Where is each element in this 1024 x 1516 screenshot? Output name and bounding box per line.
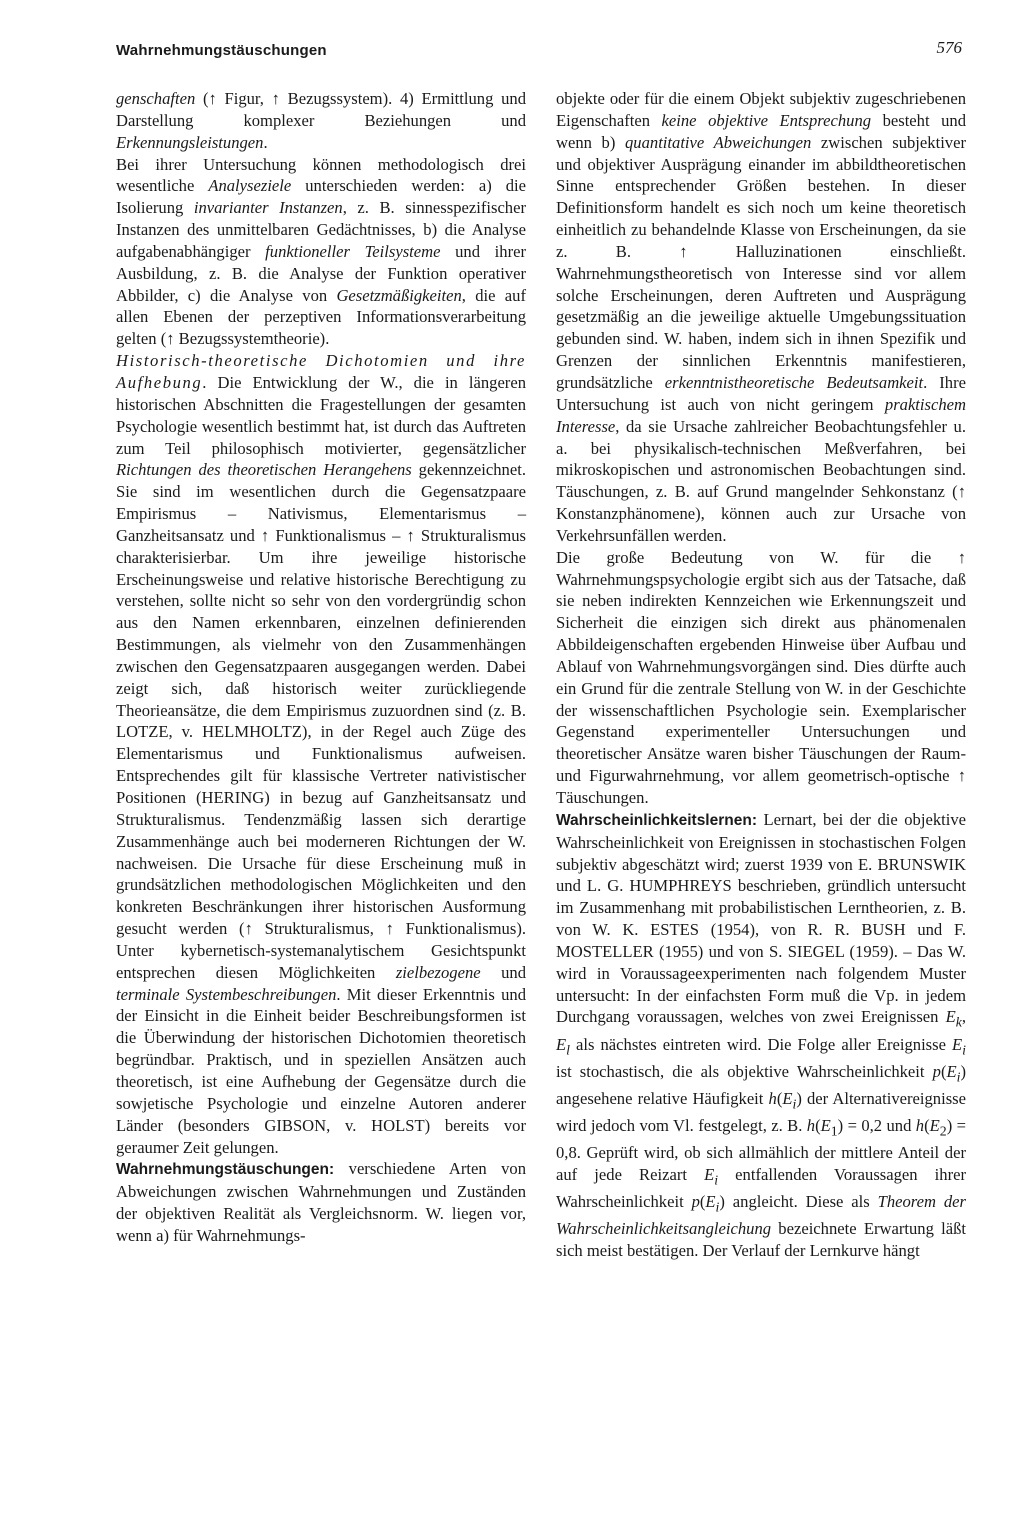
text-run: und [480,962,526,982]
text-run: bezeichnete Erwartung läßt sich meist bestätigen. Der Verlauf der Lernkurve hängt [556,1219,966,1261]
text-run: ist stochastisch, die als objektive Wahrscheinlichkeit [556,1061,933,1081]
italic-term: Analyseziele [208,176,292,196]
text-run: ( [699,1192,706,1212]
text-run: . Ihre Untersuchung ist auch von nicht geringem [556,372,966,414]
text-run: , [961,1007,966,1027]
text-run: gekennzeichnet. Sie sind im wesentlichen durch die Gegensatzpaare Empirismus – Nativismus, Elementarismus – Ganzheitsansatz und ↑ Funktionalismus – ↑ Strukturalismus charakterisierbar. Um ihre jeweilige historische Erscheinungsweise und relative historische Berechtigung zu verstehen, sollte nicht so sehr von den vordergründig schon aus den Namen erkennbaren, einzelnen definierenden Bestimmungen, als vielmehr von den Zusammenhängen zwischen den Gegensatzpaaren ausgegangen werden. Dabei zeigt sich, daß historisch weiter zurückliegende Theorieansätze, die dem Empirismus zuzuordnen sind (z. B. LOTZE, v. HELMHOLTZ), in der Regel auch Züge des Elementarismus und Funktionalismus aufweisen. Entsprechendes gilt für klassische Vertreter nativistischer Positionen (HERING) in bezug auf Ganzheitsansatz und Strukturalismus. Tendenzmäßig lassen sich derartige Zusammenhänge auch bei moderneren Richtungen der W. nachweisen. Die Ursache für diese Erscheinung muß in grundsätzlichen methodologischen Möglichkeiten und den konkreten Beschränkungen ihrer historischen Ausformung gesucht werden (↑ Strukturalismus, ↑ Funktionalismus). Unter kybernetisch-systemanalytischem Gesichtspunkt entsprechen diesen Möglichkeiten [116,460,526,982]
text-run: ( [815,1116,821,1136]
italic-term: E [929,1116,940,1136]
italic-term: E [945,1007,956,1027]
italic-term: E [946,1061,957,1081]
text-run: verschiedene Arten von Abweichungen zwischen Wahrnehmungen und Zuständen der objektiven Realität als Vergleichsnorm. W. liegen vor, wenn a) für Wahrnehmungs- [116,1159,526,1245]
text-run: ) [796,1088,802,1108]
paragraph-1 [116,88,526,154]
paragraph-6 [556,547,966,809]
text-run: objekte oder für die einem Objekt subjektiv zugeschriebenen Eigenschaften [556,89,966,130]
subscript: 1 [830,1123,838,1139]
text-run: entfallenden Voraussagen ihrer Wahrscheinlichkeit [556,1165,966,1212]
italic-term: terminale Systembeschreibungen [116,984,337,1004]
running-head: Wahrnehmungstäuschungen [116,42,327,59]
italic-term: h [806,1116,816,1136]
text-run: Bei ihrer Untersuchung können methodologisch drei wesentliche [116,154,526,196]
italic-term: E [556,1034,567,1054]
entry-headword: Wahrscheinlichkeitslernen: [556,811,757,829]
text-run: Die große Bedeutung von W. für die ↑ Wahrnehmungspsychologie ergibt sich aus der Tatsache, daß sie neben indirekten Kennzeichen wie Erkennungszeit und Sicherheit die einzigen sich direkt aus phänomenalen Abbildeigenschaften ergebenden Hinweise über Aufbau und Ablauf von Wahrnehmungsvorgängen sind. Dies dürfte auch ein Grund für die zentrale Stellung von W. in der Geschichte der wissenschaftlichen Psychologie sein. Exemplarischer Gegenstand experimenteller Untersuchungen und theoretischer Ansätze waren bisher Täuschungen der Raum- und Figurwahrnehmung, vor allem geometrisch-optische ↑ Täuschungen. [556,547,966,807]
subscript: i [714,1172,719,1188]
text-run: . [263,132,268,152]
text-run: angesehene relative Häufigkeit [556,1088,769,1108]
text-run: und ihrer Ausbildung, z. B. die Analyse der Funktion operativer Abbilder, c) die Analyse von [116,241,526,305]
text-run: . Mit dieser Erkenntnis und der Einsicht in die Einheit beider Beschreibungsformen ist die Überwindung der historischen Dichotomien theoretisch begründbar. Praktisch, und in speziellen Ansätzen auch theoretisch, ist eine Aufhebung der Gegensätze durch die sowjetische Psychologie und einzelne Autoren anderer Länder (besonders GIBSON, v. HOLST) bereits vor geraumer Zeit gelungen. [116,984,526,1157]
subscript: l [566,1041,570,1057]
text-run: ( [924,1116,930,1136]
text-run: ) [719,1192,725,1212]
paragraph-5 [556,88,966,547]
italic-term: funktioneller Teilsysteme [265,241,441,261]
italic-term: Richtungen des theoretischen Herangehens [116,460,412,480]
text-run: ( [776,1088,783,1108]
subscript: k [955,1014,962,1030]
page-number: 576 [936,38,962,57]
italic-term: E [952,1034,963,1054]
italic-term: erkenntnistheoretische Bedeutsamkeit [664,372,924,392]
paragraph-2 [116,154,526,351]
paragraph-3 [116,350,526,1158]
subscript: 2 [939,1123,947,1139]
italic-term: p [691,1192,700,1212]
text-run: unterschieden werden: a) die Isolierung [116,176,526,218]
text-run: als nächstes eintreten wird. Die Folge aller Ereignisse [569,1034,953,1054]
text-run: zwischen subjektiver und objektiver Ausprägung einander im abbildtheoretischen Sinne entsprechender Größen bestehen. In dieser Definitionsform handelt es sich noch um keine theoretisch einheitlich zu behandelnde Klasse von Erscheinungen, da sie z. B. ↑ Halluzinationen einschließt. Wahrnehmungstheoretisch von Interesse sind vor allem solche Erscheinungen, deren Auftreten und Ausprägung gesetzmäßig an die jeweilige aktuelle Umgebungssituation gebunden sind. W. haben, indem sich in ihnen Spezifik und Grenzen der sinnlichen Erkenntnis manifestieren, grundsätzliche [556,132,966,392]
italic-term: invarianter Instanzen [193,198,343,218]
italic-term: keine objektive Entsprechung [661,110,872,130]
text-run: ) = 0,2 und [837,1116,916,1136]
text-run: (↑ Figur, ↑ Bezugssystem). 4) Ermittlung und Darstellung komplexer Beziehungen und [116,89,526,130]
italic-term: genschaften [116,89,196,108]
subscript: i [792,1096,797,1112]
paragraph-4 [116,1158,526,1246]
text-run: , da sie Ursache zahlreicher Beobachtungsfehler u. a. bei physikalisch-technischen Meßverfahren, bei mikroskopischen und astronomischen Beobachtungen sind. Täuschungen, z. B. auf Grund mangelnder Sehkonstanz (↑ Konstanzphänomene), können auch zur Ursache von Verkehrsunfällen werden. [556,416,966,545]
subscript: i [962,1041,966,1057]
entry-headword: Wahrnehmungstäuschungen: [116,1161,335,1179]
text-run: , z. B. sinnesspezifischer Instanzen des unmittelbaren Gedächtnisses, b) die Analyse aufgabenabhängiger [116,198,526,261]
italic-term: h [915,1116,925,1136]
italic-term: h [768,1088,777,1108]
italic-term: praktischem Interesse [556,394,966,436]
italic-term: quantitative Abweichungen [625,132,812,152]
italic-term: E [704,1165,715,1185]
italic-term: Gesetzmäßigkeiten [336,285,462,305]
text-run: der Alternativereignisse wird jedoch vom Vl. festgelegt, z. B. [556,1088,966,1136]
text-run: Lernart, bei der die objektive Wahrscheinlichkeit von Ereignissen in stochastischen Folgen subjektiv abgeschätzt wird; zuerst 1939 von E. BRUNSWIK und L. G. HUMPHREYS beschrieben, gründlich untersucht im Zusammenhang mit probabilistischen Lerntheorien, z. B. von W. K. ESTES (1954), von R. R. BUSH und F. MOSTELLER (1955) und von S. SIEGEL (1959). – Das W. wird in Voraussageexperimenten nach folgendem Muster untersucht: In der einfachsten Form muß die Vp. in jedem Durchgang voraussagen, welches von zwei Ereignissen [556,809,966,1027]
subscript: i [956,1069,961,1085]
text-run: ) [960,1061,966,1081]
italic-term: Theorem der Wahrscheinlichkeitsangleichung [556,1192,966,1239]
subscript: i [715,1199,720,1215]
italic-term: E [782,1088,793,1108]
italic-term: Erkennungsleistungen [116,132,264,152]
paragraph-7 [556,809,966,1262]
text-run: . Die Entwicklung der W., die in längeren historischen Abschnitten die Fragestellungen der gesamten Psychologie wesentlich bestimmt hat, ist durch das Auftreten zum Teil philosophisch motivierter, gegensätzlicher [116,372,526,458]
text-run: ) = 0,8. Geprüft wird, ob sich allmählich der mittlere Anteil der auf jede Reizart [556,1116,966,1185]
italic-term: zielbezogene [395,962,481,982]
text-run: besteht und wenn b) [556,110,966,152]
right-column [556,88,966,1262]
italic-term: E [705,1192,716,1212]
text-run: ( [940,1061,947,1081]
section-heading: Historisch-theoretische Dichotomien und ihre Aufhebung [116,351,526,392]
left-column [116,88,526,1247]
italic-term: p [932,1061,941,1081]
italic-term: E [820,1116,831,1136]
text-run: , die auf allen Ebenen der perzeptiven Informationsverarbeitung gelten (↑ Bezugssystemtheorie). [116,285,526,349]
text-run: angleicht. Diese als [724,1192,878,1212]
